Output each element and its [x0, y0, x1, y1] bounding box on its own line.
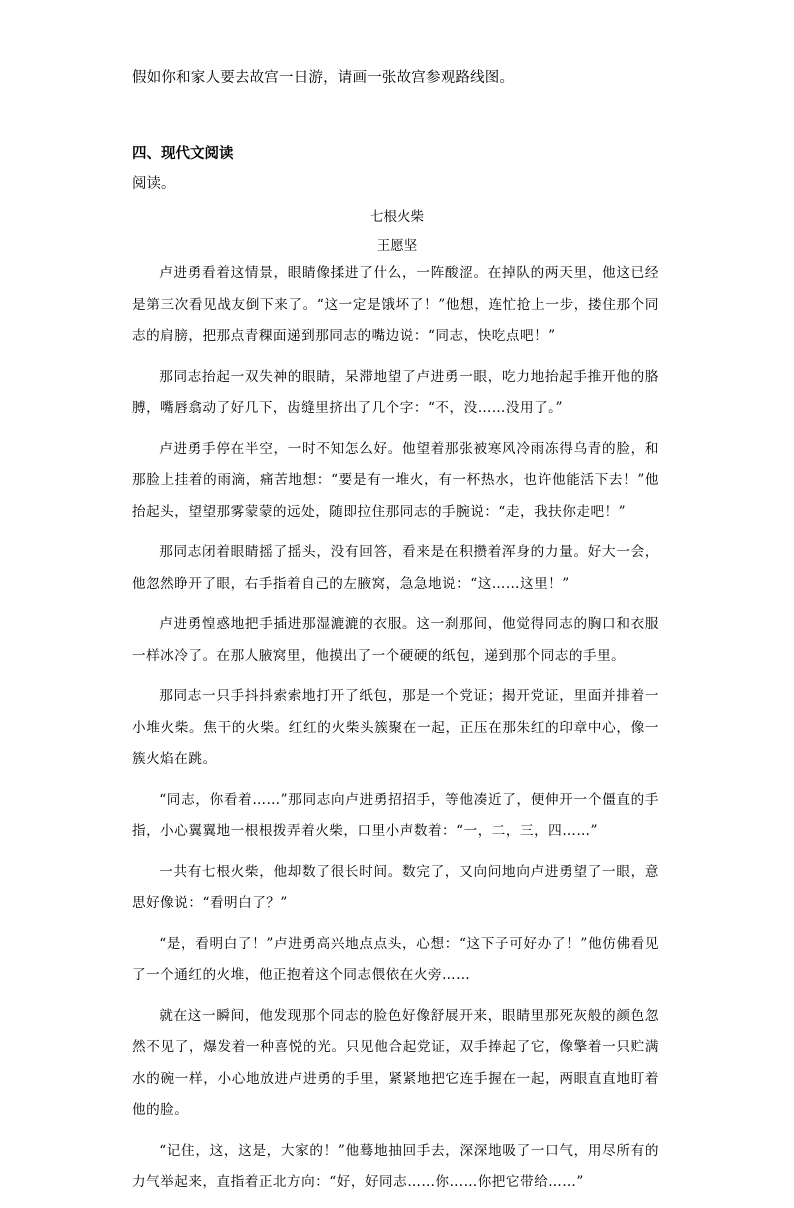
intro-prompt: 假如你和家人要去故宫一日游，请画一张故宫参观路线图。: [132, 70, 515, 86]
section-heading: 四、现代文阅读: [132, 146, 234, 162]
story-paragraph: 一共有七根火柴，他却数了很长时间。数完了，又向问地向卢进勇望了一眼，意思好像说：“看明白了？”: [132, 863, 659, 911]
story-paragraph: 就在这一瞬间，他发现那个同志的脸色好像舒展开来，眼睛里那死灰般的颜色忽然不见了，爆发着一种喜悦的光。只见他合起党证，双手捧起了它，像擎着一只贮满水的碗一样，小心地放进卢进勇的手里，紧紧地把它连手握在一起，两眼直直地盯着他的脸。: [132, 1007, 659, 1118]
story-paragraph: “同志，你看着……”那同志向卢进勇招招手，等他凑近了，便伸开一个僵直的手指，小心翼翼地一根根拨弄着火柴，口里小声数着：“一，二，三，四……”: [132, 791, 659, 839]
story-paragraph: 卢进勇看着这情景，眼睛像揉进了什么，一阵酸涩。在掉队的两天里，他这已经是第三次看见战友倒下来了。“这一定是饿坏了！”他想，连忙抢上一步，搂住那个同志的肩膀，把那点青稞面递到那同志的嘴边说：“同志，快吃点吧！”: [132, 265, 659, 344]
story-body: [132, 258, 659, 1208]
story-paragraph: 那同志一只手抖抖索索地打开了纸包，那是一个党证；揭开党证，里面并排着一小堆火柴。焦干的火柴。红红的火柴头簇聚在一起，正压在那朱红的印章中心，像一簇火焰在跳。: [132, 688, 659, 767]
story-paragraph: “是，看明白了！”卢进勇高兴地点点头，心想：“这下子可好办了！”他仿佛看见了一个通红的火堆，他正抱着这个同志偎依在火旁……: [132, 935, 659, 983]
story-paragraph: 那同志闭着眼睛摇了摇头，没有回答，看来是在积攒着浑身的力量。好大一会，他忽然睁开了眼，右手指着自己的左腋窝，急急地说：“这……这里！”: [132, 544, 659, 592]
story-author: 王愿坚: [376, 238, 418, 254]
story-title: 七根火柴: [370, 209, 424, 225]
story-paragraph: “记住，这，这是，大家的！”他蓦地抽回手去，深深地吸了一口气，用尽所有的力气举起来，直指着正北方向：“好，好同志……你……你把它带给……”: [132, 1142, 659, 1190]
story-paragraph: 卢进勇惶惑地把手插进那湿漉漉的衣服。这一刹那间，他觉得同志的胸口和衣服一样冰冷了。在那人腋窝里，他摸出了一个硬硬的纸包，递到那个同志的手里。: [132, 616, 659, 664]
story-paragraph: 卢进勇手停在半空，一时不知怎么好。他望着那张被寒风冷雨冻得乌青的脸，和那脸上挂着的雨滴，痛苦地想：“要是有一堆火，有一杯热水，也许他能活下去！”他抬起头，望望那雾蒙蒙的远处，随即拉住那同志的手腕说：“走，我扶你走吧！”: [132, 440, 659, 520]
story-paragraph: 那同志抬起一双失神的眼睛，呆滞地望了卢进勇一眼，吃力地抬起手推开他的胳膊，嘴唇翕动了好几下，齿缝里挤出了几个字：“不，没……没用了。”: [132, 368, 659, 416]
reading-instruction: 阅读。: [132, 176, 176, 192]
